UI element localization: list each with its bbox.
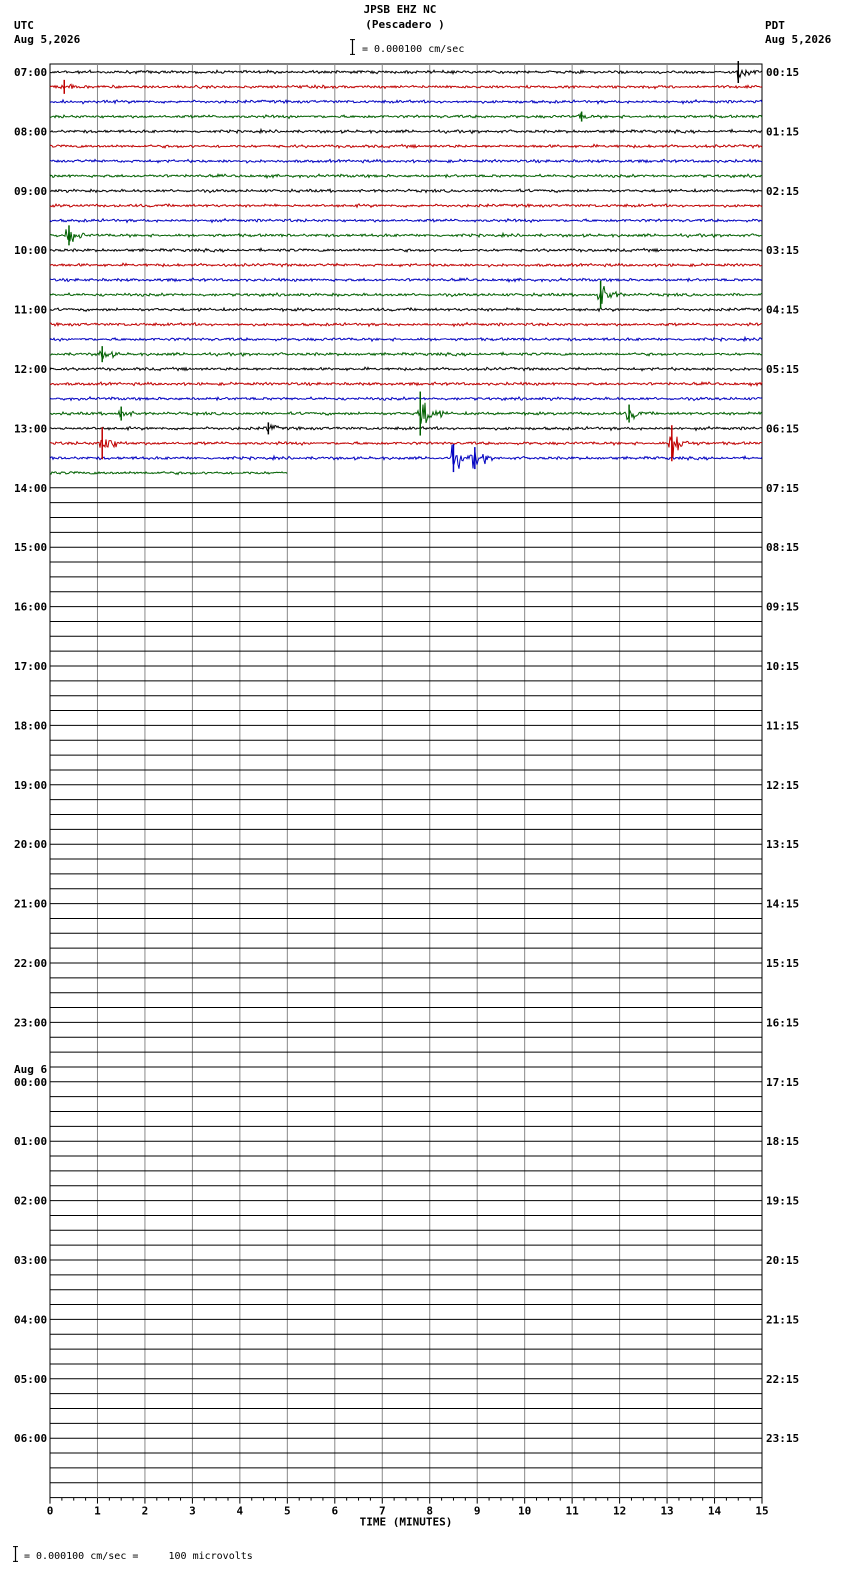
trace-row	[50, 286, 762, 304]
left-hour-label: 16:00	[14, 600, 48, 614]
right-hour-label: 09:15	[766, 600, 800, 614]
right-hour-label: 21:15	[766, 1313, 800, 1327]
x-tick-label: 12	[612, 1504, 627, 1518]
right-timezone: PDT	[765, 19, 785, 32]
trace-row	[50, 219, 762, 223]
left-hour-label: 21:00	[14, 897, 48, 911]
right-hour-label: 01:15	[766, 125, 800, 139]
trace-row	[50, 263, 762, 267]
right-date: Aug 5,2026	[765, 33, 832, 46]
footer-scale-bar-icon	[13, 1546, 18, 1562]
left-hour-label: 13:00	[14, 422, 48, 436]
trace-row	[50, 382, 762, 386]
trace-row	[50, 337, 762, 341]
right-hour-label: 04:15	[766, 303, 800, 317]
left-timezone: UTC	[14, 19, 34, 32]
x-axis-title: TIME (MINUTES)	[359, 1515, 453, 1529]
right-hour-label: 16:15	[766, 1016, 800, 1030]
right-hour-label: 22:15	[766, 1372, 800, 1386]
x-tick-label: 5	[284, 1504, 291, 1518]
left-date: Aug 5,2026	[14, 33, 81, 46]
left-hour-label: 11:00	[14, 303, 48, 317]
x-tick-label: 0	[46, 1504, 54, 1518]
x-tick-label: 6	[331, 1504, 339, 1518]
right-hour-label: 19:15	[766, 1194, 800, 1208]
trace-row	[50, 84, 762, 89]
plot-frame	[50, 64, 762, 1498]
left-date-change-label: Aug 6	[14, 1062, 48, 1076]
left-hour-label: 03:00	[14, 1254, 48, 1267]
right-hour-label: 06:15	[766, 422, 800, 436]
right-hour-label: 15:15	[766, 957, 800, 970]
left-hour-label: 15:00	[14, 541, 48, 555]
right-hour-label: 02:15	[766, 184, 800, 198]
right-hour-label: 08:15	[766, 541, 800, 555]
x-tick-label: 7	[378, 1504, 386, 1518]
right-hour-label: 20:15	[766, 1254, 800, 1267]
x-tick-label: 11	[565, 1504, 579, 1518]
trace-row	[50, 403, 762, 424]
x-tick-label: 9	[473, 1504, 481, 1518]
x-tick-label: 13	[660, 1504, 674, 1518]
trace-row	[50, 204, 762, 207]
x-tick-label: 14	[707, 1504, 722, 1518]
left-hour-label: 01:00	[14, 1135, 48, 1149]
left-hour-label: 00:00	[14, 1075, 48, 1089]
x-tick-label: 4	[236, 1504, 244, 1518]
right-hour-label: 03:15	[766, 244, 800, 258]
left-hour-label: 07:00	[14, 66, 48, 79]
left-hour-label: 09:00	[14, 184, 48, 198]
right-hour-label: 17:15	[766, 1075, 800, 1089]
left-hour-label: 06:00	[14, 1432, 48, 1446]
right-hour-label: 18:15	[766, 1135, 800, 1149]
right-hour-label: 07:15	[766, 481, 800, 495]
trace-row	[50, 229, 762, 242]
trace-row	[50, 397, 762, 401]
trace-row	[50, 351, 762, 358]
trace-row	[50, 248, 762, 252]
trace-row	[50, 70, 762, 80]
trace-row	[50, 100, 762, 104]
trace-row	[50, 129, 762, 133]
right-hour-label: 14:15	[766, 897, 800, 911]
left-hour-label: 10:00	[14, 244, 48, 258]
trace-row	[50, 113, 762, 119]
left-hour-label: 18:00	[14, 719, 48, 733]
trace-row	[50, 159, 762, 163]
trace-row	[50, 278, 762, 282]
left-hour-label: 12:00	[14, 363, 48, 376]
left-hour-label: 02:00	[14, 1194, 48, 1208]
x-tick-label: 15	[755, 1504, 769, 1518]
x-tick-label: 10	[518, 1504, 532, 1518]
right-hour-label: 13:15	[766, 838, 800, 852]
trace-row	[50, 174, 762, 178]
left-hour-label: 04:00	[14, 1313, 48, 1327]
left-hour-label: 08:00	[14, 125, 48, 139]
right-hour-label: 10:15	[766, 660, 800, 673]
left-hour-label: 20:00	[14, 838, 48, 852]
left-hour-label: 17:00	[14, 660, 48, 673]
left-hour-label: 22:00	[14, 957, 48, 970]
left-hour-label: 14:00	[14, 481, 48, 495]
trace-row	[50, 445, 762, 469]
scale-text: = 0.000100 cm/sec	[362, 44, 465, 55]
right-hour-label: 00:15	[766, 66, 800, 79]
trace-row	[50, 189, 762, 193]
left-hour-label: 05:00	[14, 1372, 48, 1386]
trace-row	[50, 436, 762, 457]
right-hour-label: 05:15	[766, 363, 800, 376]
trace-row	[50, 308, 762, 311]
x-tick-label: 8	[426, 1504, 434, 1518]
right-hour-label: 23:15	[766, 1432, 800, 1446]
trace-row	[50, 425, 762, 431]
trace-row	[50, 367, 762, 371]
trace-row	[50, 144, 762, 148]
x-tick-label: 3	[189, 1504, 196, 1518]
station-title: JPSB EHZ NC	[363, 3, 437, 16]
x-tick-label: 2	[141, 1504, 149, 1518]
x-tick-label: 1	[94, 1504, 101, 1518]
footer-scale-text: = 0.000100 cm/sec = 100 microvolts	[24, 1551, 253, 1562]
station-location: (Pescadero )	[365, 18, 445, 31]
trace-row	[50, 323, 762, 327]
trace-row	[50, 472, 287, 475]
left-hour-label: 19:00	[14, 778, 48, 792]
right-hour-label: 11:15	[766, 719, 800, 733]
right-hour-label: 12:15	[766, 778, 800, 792]
left-hour-label: 23:00	[14, 1016, 48, 1030]
